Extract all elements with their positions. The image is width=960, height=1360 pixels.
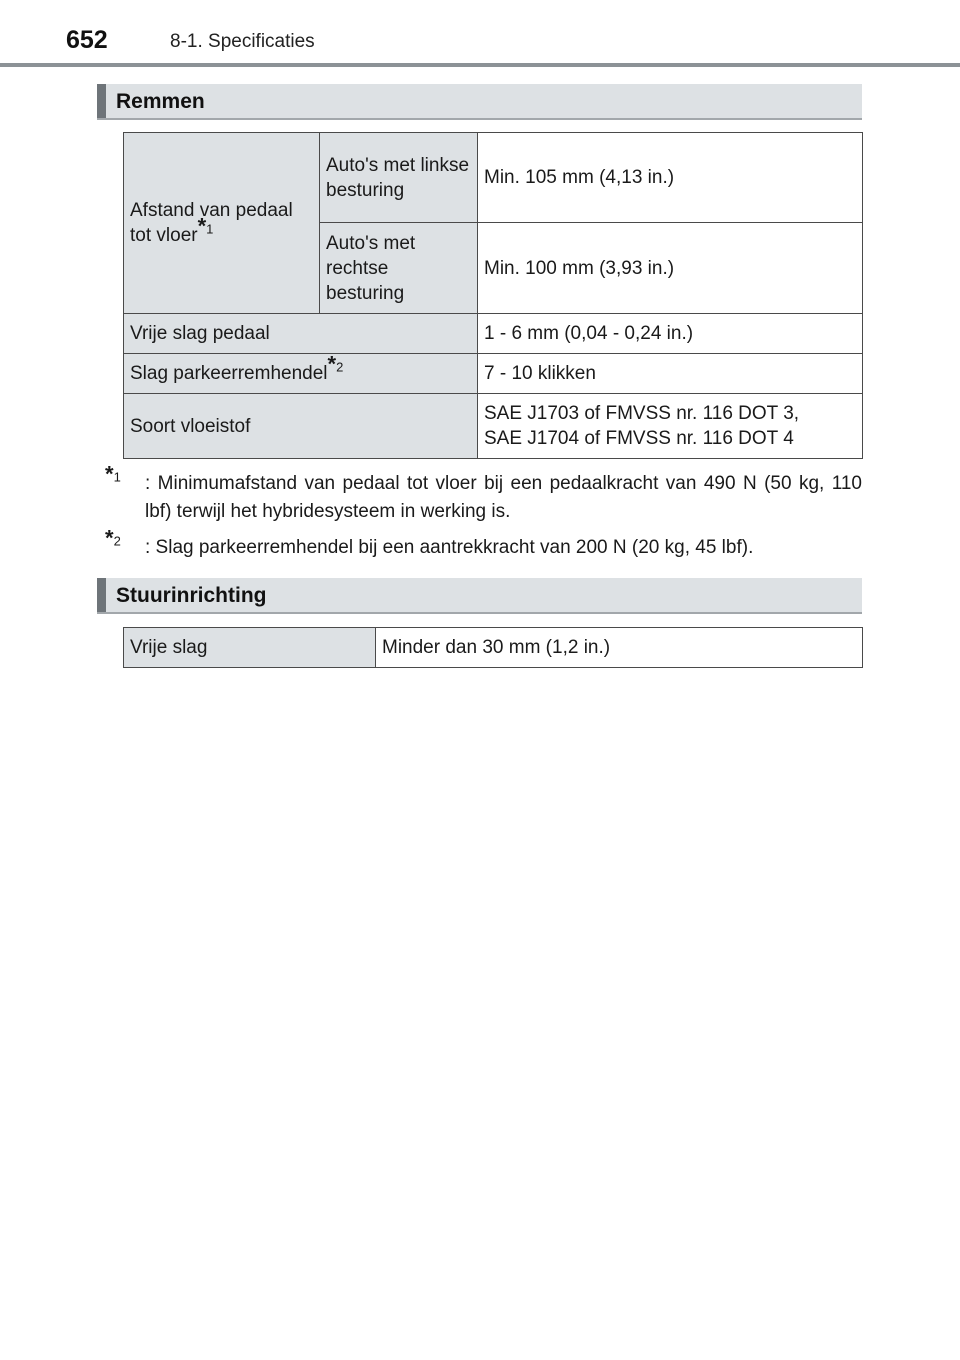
- steering-free-play-value: Minder dan 30 mm (1,2 in.): [382, 637, 611, 658]
- parking-lever-value: 7 - 10 klikken: [484, 363, 596, 384]
- section-title: Stuurinrichting: [116, 584, 267, 607]
- footnote-text: : Slag parkeerremhendel bij een aantrekkracht van 200 N (20 kg, 45 lbf).: [145, 537, 754, 558]
- table-row: [124, 354, 863, 394]
- parking-lever-label-cell: [124, 351, 478, 394]
- fluid-value-line-2: SAE J1704 of FMVSS nr. 116 DOT 4: [484, 428, 794, 449]
- table-row: [124, 628, 863, 668]
- lhd-value: Min. 105 mm (4,13 in.): [484, 167, 675, 188]
- section-label: 8-1. Specificaties: [170, 31, 315, 52]
- section-title: Remmen: [116, 90, 205, 113]
- free-play-value-cell: [478, 314, 863, 354]
- table-row: [124, 394, 863, 459]
- asterisk-icon: *: [105, 525, 114, 551]
- rhd-label-cell: [320, 223, 478, 314]
- pedal-distance-label: Afstand van pedaal tot vloer: [130, 200, 293, 246]
- pedal-distance-label-cell: [124, 133, 320, 314]
- footnote-marker: [105, 525, 121, 562]
- asterisk-icon: *: [105, 461, 114, 487]
- heading-accent-bar: [97, 578, 106, 612]
- section-heading-brakes: [97, 84, 862, 120]
- table-row: [124, 133, 863, 223]
- steering-spec-table: [123, 627, 863, 668]
- rhd-label: Auto's met rechtse besturing: [326, 232, 416, 304]
- page-number: 652: [66, 26, 108, 54]
- fluid-label-cell: [124, 394, 478, 459]
- lhd-label: Auto's met linkse besturing: [326, 154, 470, 201]
- fluid-label: Soort vloeistof: [130, 415, 251, 437]
- section-heading-steering: [97, 578, 862, 614]
- parking-lever-label: Slag parkeerremhendel: [130, 363, 328, 384]
- free-play-label-cell: [124, 314, 478, 354]
- asterisk-icon: *: [327, 351, 337, 377]
- steering-free-play-value-cell: [376, 628, 863, 668]
- footnote-ref: 1: [206, 221, 214, 237]
- free-play-label: Vrije slag pedaal: [130, 323, 270, 344]
- lhd-value-cell: [478, 133, 863, 223]
- footnote-number: 1: [113, 469, 121, 485]
- fluid-value-cell: [478, 394, 863, 459]
- footnote-2: [105, 525, 862, 562]
- heading-accent-bar: [97, 84, 106, 118]
- rhd-value: Min. 100 mm (3,93 in.): [484, 257, 675, 279]
- lhd-label-cell: [320, 133, 478, 223]
- steering-free-play-label: Vrije slag: [130, 637, 208, 658]
- free-play-value: 1 - 6 mm (0,04 - 0,24 in.): [484, 323, 694, 344]
- rhd-value-cell: [478, 223, 863, 314]
- footnote-number: 2: [113, 533, 121, 549]
- brakes-spec-table: [123, 132, 863, 459]
- parking-lever-value-cell: [478, 354, 863, 394]
- fluid-value-line-1: SAE J1703 of FMVSS nr. 116 DOT 3,: [484, 403, 800, 424]
- asterisk-icon: *: [197, 213, 207, 239]
- steering-free-play-label-cell: [124, 628, 376, 668]
- table-row: [124, 314, 863, 354]
- footnote-marker: [105, 461, 121, 498]
- footnote-ref: 2: [336, 359, 344, 375]
- header-rule: [0, 63, 960, 67]
- footnote-1: [105, 461, 862, 526]
- footnote-text: : Minimumafstand van pedaal tot vloer bij een pedaalkracht van 490 N (50 kg, 110 lbf) terwijl het hybridesysteem in werking is.: [145, 473, 862, 522]
- page-header: [0, 0, 960, 72]
